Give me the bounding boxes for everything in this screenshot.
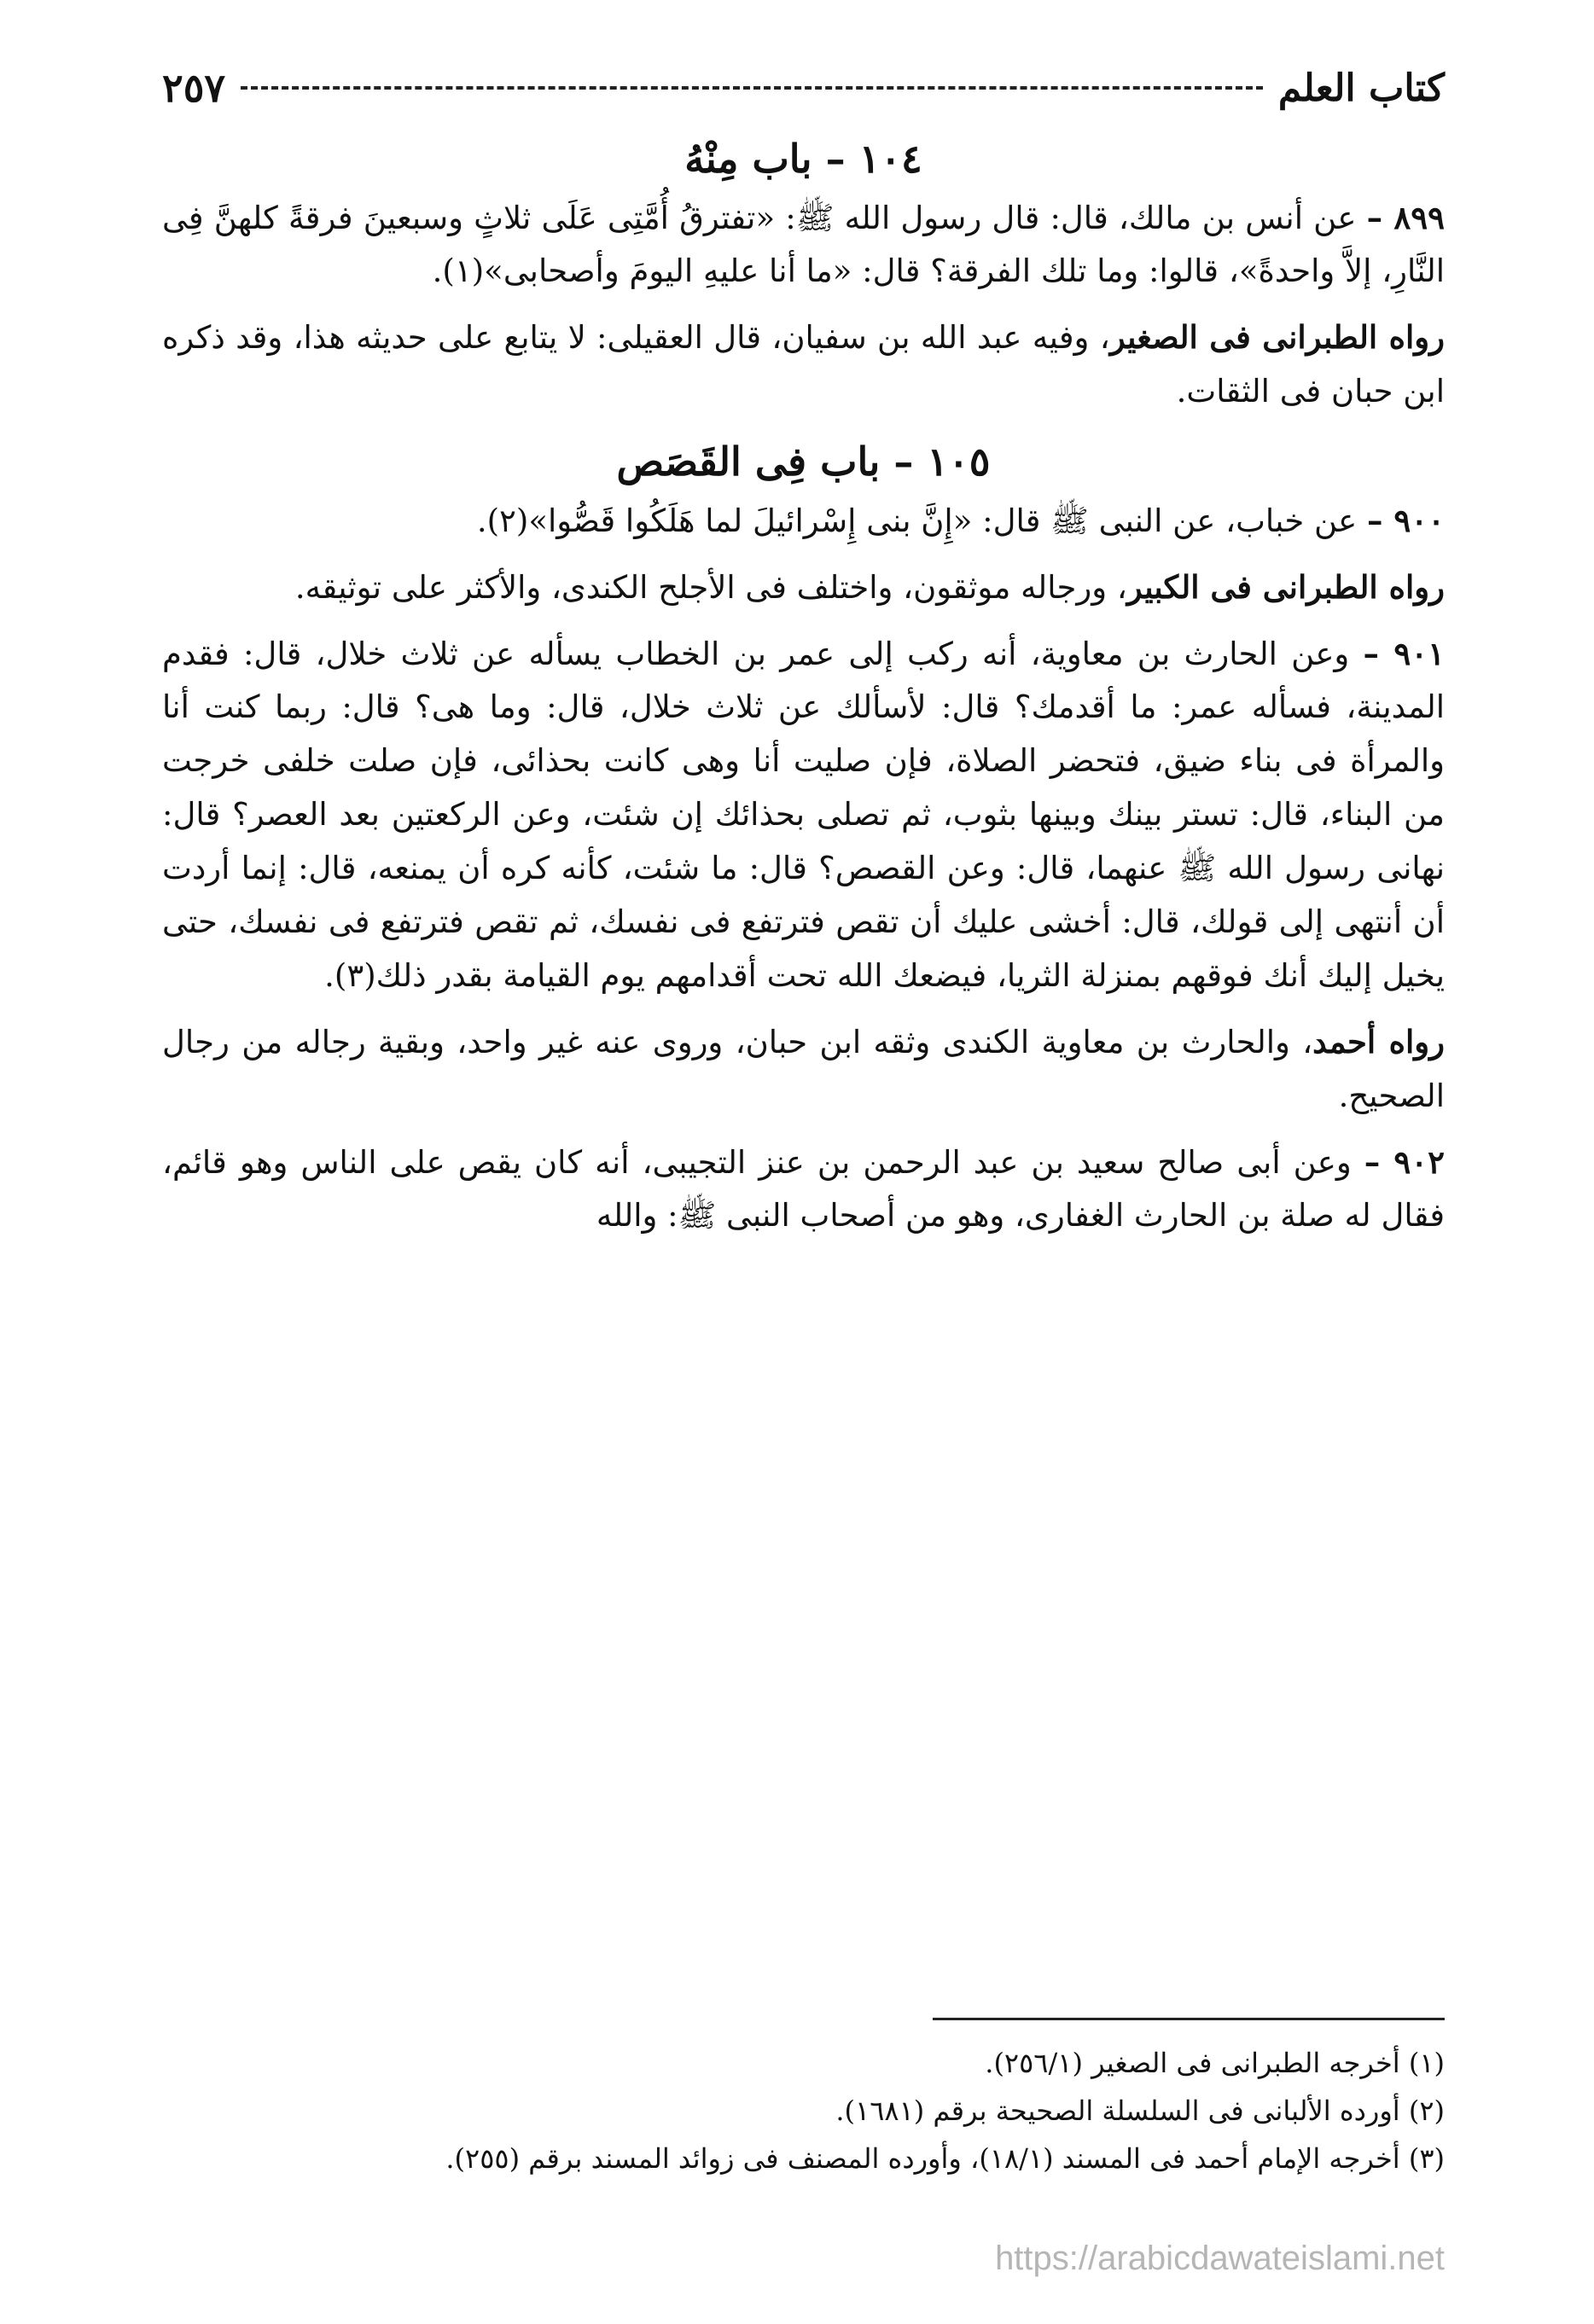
source-paragraph bbox=[162, 311, 1445, 419]
hadith-text: عن خباب، عن النبى ﷺ قال: «إِنَّ بنى إِسْرائيلَ لما هَلَكُوا قَصُّوا»(٢). bbox=[476, 502, 1358, 539]
hadith-number: ٩٠١ – bbox=[1363, 634, 1445, 672]
source-text: ، ورجاله موثقون، واختلف فى الأجلح الكندى، والأكثر على توثيقه. bbox=[294, 568, 1127, 606]
hadith-text: وعن الحارث بن معاوية، أنه ركب إلى عمر بن الخطاب يسأله عن ثلاث خلال، قال: فقدم المدينة، فسأله عمر: ما أقدمك؟ قال: لأسألك عن ثلاث خلال، قال: وما هى؟ قال: ربما كنت أنا والمرأة فى بناء ضيق، فتحضر الصلاة، فإن صليت أنا وهى كانت بحذائى، فإن صلت خلفى خرجت من البناء، قال: تستر بينك وبينها بثوب، ثم تصلى بحذائك إن شئت، وعن الركعتين بعد العصر؟ قال: نهانى رسول الله ﷺ عنهما، قال: وعن القصص؟ قال: ما شئت، كأنه كره أن يمنعه، قال: إنما أردت أن أنتهى إلى قولك، قال: أخشى عليك أن تقص فترتفع فى نفسك، ثم تقص فترتفع فى نفسك، حتى يخيل إليك أنك فوقهم بمنزلة الثريا، فيضعك الله تحت أقدامهم يوم القيامة بقدر ذلك(٣). bbox=[162, 635, 1445, 994]
source-label: رواه أحمد bbox=[1312, 1022, 1445, 1060]
hadith-paragraph bbox=[162, 494, 1445, 549]
header-dashed-rule bbox=[241, 86, 1263, 90]
source-text: ، والحارث بن معاوية الكندى وثقه ابن حبان، وروى عنه غير واحد، وبقية رجاله من رجال الصحيح. bbox=[162, 1023, 1445, 1114]
hadith-number: ٩٠٠ – bbox=[1366, 501, 1445, 539]
hadith-paragraph bbox=[162, 1136, 1445, 1244]
footnote: (١) أخرجه الطبرانى فى الصغير (٢٥٦/١). bbox=[985, 2047, 1445, 2079]
footnotes bbox=[162, 2039, 1445, 2182]
source-paragraph bbox=[162, 561, 1445, 615]
footnote: (٢) أورده الألبانى فى السلسلة الصحيحة برقم (١٦٨١). bbox=[835, 2095, 1445, 2127]
hadith-text: عن أنس بن مالك، قال: قال رسول الله ﷺ: «تفترقُ أُمَّتِى عَلَى ثلاثٍ وسبعينَ فرقةً كلهنَّ فِى النَّارِ، إلاَّ واحدةً»، قالوا: وما تلك الفرقة؟ قال: «ما أنا عليهِ اليومَ وأصحابى»(١). bbox=[162, 199, 1445, 290]
running-header bbox=[162, 58, 1445, 118]
source-paragraph bbox=[162, 1015, 1445, 1124]
hadith-number: ٩٠٢ – bbox=[1364, 1142, 1446, 1181]
watermark-url: https://arabicdawateislami.net bbox=[995, 2240, 1445, 2277]
section-heading: ١٠٥ – باب فِى القَصَص bbox=[616, 439, 991, 485]
footnote: (٣) أخرجه الإمام أحمد فى المسند (١٨/١)، وأورده المصنف فى زوائد المسند برقم (٢٥٥). bbox=[445, 2142, 1445, 2175]
hadith-text: وعن أبى صالح سعيد بن عبد الرحمن بن عنز التجيبى، أنه كان يقص على الناس وهو قائم، فقال له صلة بن الحارث الغفارى، وهو من أصحاب النبى ﷺ: والله bbox=[162, 1143, 1445, 1235]
page-number: ٢٥٧ bbox=[162, 65, 226, 111]
hadith-number: ٨٩٩ – bbox=[1366, 198, 1446, 236]
hadith-paragraph bbox=[162, 191, 1445, 299]
source-label: رواه الطبرانى فى الصغير bbox=[1109, 318, 1446, 357]
source-text: ، وفيه عبد الله بن سفيان، قال العقيلى: لا يتابع على حديثه هذا، وقد ذكره ابن حبان فى الثقات. bbox=[162, 319, 1445, 410]
book-title: كتاب العلم bbox=[1277, 66, 1445, 110]
section-heading: ١٠٤ – باب مِنْهُ bbox=[684, 136, 922, 182]
hadith-paragraph bbox=[162, 627, 1445, 1003]
source-label: رواه الطبرانى فى الكبير bbox=[1126, 567, 1445, 606]
main-text bbox=[162, 128, 1445, 1255]
footnote-rule bbox=[933, 2018, 1445, 2020]
